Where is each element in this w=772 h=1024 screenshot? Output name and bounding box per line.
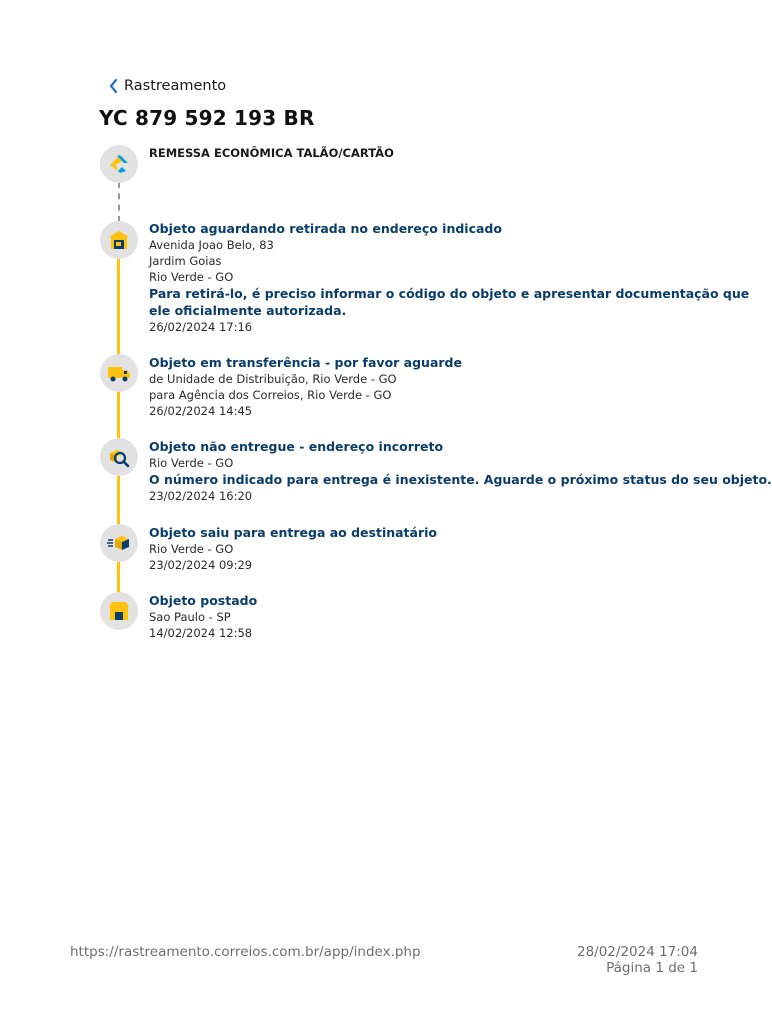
timeline-connector [117,562,120,596]
footer-url: https://rastreamento.correios.com.br/app/index.php [70,944,421,960]
tracking-event [149,220,750,335]
service-type: REMESSA ECONÔMICA TALÃO/CARTÃO [149,146,394,160]
event-origin: de Unidade de Distribuição, Rio Verde - GO [149,372,397,386]
moving-package-icon [106,530,132,556]
tracking-event [149,592,699,641]
truck-icon [106,360,132,386]
event-location: Sao Paulo - SP [149,610,231,624]
event-datetime: 26/02/2024 14:45 [149,404,253,418]
magnifier-package-icon [106,444,132,470]
timeline-connector [117,258,120,358]
event-location: Rio Verde - GO [149,456,234,470]
timeline-connector-dashed [118,182,120,222]
event-note: Para retirá-lo, é preciso informar o código do objeto e apresentar documentação que [149,286,750,301]
pickup-store-icon [106,227,132,253]
event-icon-circle [100,354,138,392]
event-title: Objeto em transferência - por favor aguarde [149,355,462,370]
event-note: ele oficialmente autorizada. [149,303,347,318]
event-address: Rio Verde - GO [149,270,234,284]
event-title: Objeto postado [149,593,258,608]
event-note: O número indicado para entrega é inexistente. Aguarde o próximo status do seu objeto. [149,472,772,487]
tracking-event [149,524,699,573]
event-address: Jardim Goias [149,254,222,268]
event-datetime: 23/02/2024 16:20 [149,489,253,503]
timeline-connector [117,392,120,440]
event-icon-circle [100,438,138,476]
event-title: Objeto saiu para entrega ao destinatário [149,525,438,540]
service-type-icon [100,145,138,183]
tracking-event [149,354,699,419]
event-datetime: 23/02/2024 09:29 [149,558,253,572]
timeline-connector [117,476,120,526]
event-title: Objeto aguardando retirada no endereço indicado [149,221,502,236]
event-address: Avenida Joao Belo, 83 [149,238,274,252]
footer-printed-at: 28/02/2024 17:04 [576,944,698,960]
event-icon-circle [100,221,138,259]
event-icon-circle [100,592,138,630]
event-title: Objeto não entregue - endereço incorreto [149,439,444,454]
event-destination: para Agência dos Correios, Rio Verde - GO [149,388,392,402]
event-icon-circle [100,524,138,562]
back-link-label: Rastreamento [124,78,227,94]
correios-logo-icon [106,151,132,177]
event-location: Rio Verde - GO [149,542,234,556]
tracking-code: YC 879 592 193 BR [99,106,315,130]
tracking-event [149,438,772,504]
post-office-icon [106,598,132,624]
event-datetime: 26/02/2024 17:16 [149,320,253,334]
footer-meta [577,944,698,976]
event-datetime: 14/02/2024 12:58 [149,626,253,640]
footer-page-number: Página 1 de 1 [606,960,698,976]
